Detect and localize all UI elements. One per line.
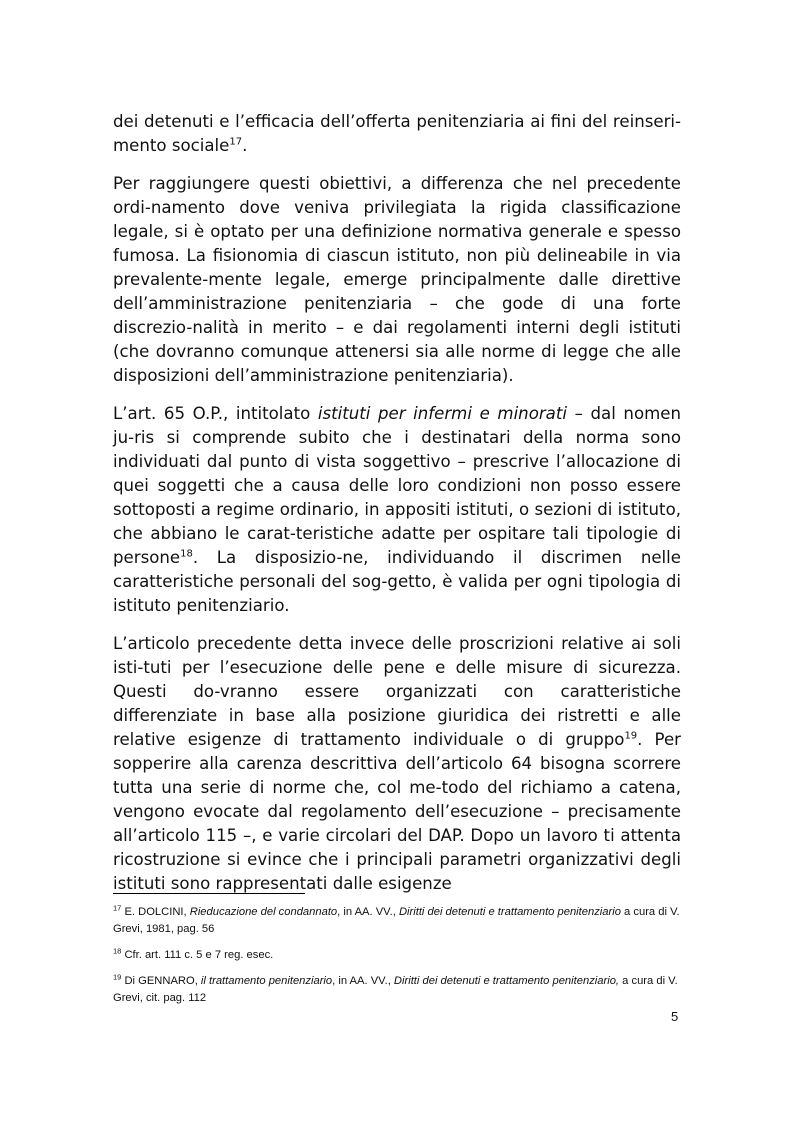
footnote-ref: 19 (113, 972, 122, 982)
paragraph-1 (113, 110, 681, 158)
text-run: Cfr. art. 111 c. 5 e 7 reg. esec. (121, 949, 274, 961)
footnote-19 (113, 973, 681, 1007)
footnote-ref: 18 (113, 946, 122, 956)
italic-text: Diritti dei detenuti e trattamento penitenziario (398, 906, 621, 918)
text-run: Di GENNARO, (121, 975, 201, 987)
footnotes (113, 893, 681, 1016)
italic-text: Rieducazione del condannato (189, 906, 338, 918)
footnote-ref: 17 (229, 136, 243, 148)
page-number: 5 (671, 1009, 679, 1024)
text-run: E. DOLCINI, (121, 906, 190, 918)
italic-text: Diritti dei detenuti e trattamento penitenziario, (393, 975, 620, 987)
text-run: , in AA. VV., (332, 975, 394, 987)
footnote-ref: 18 (180, 548, 193, 560)
footnote-17 (113, 904, 681, 938)
italic-text: istituti per infermi e minorati (317, 404, 567, 423)
paragraph-2 (113, 172, 681, 388)
text-run: dei detenuti e l’efficacia dell’offerta penitenziaria ai fini del reinseri-mento sociale (113, 112, 681, 155)
text-run: – dal nomen ju-ris si comprende subito che i destinatari della norma sono individuati dal punto di vista soggettivo – prescrive l’allocazione di quei soggetti che a causa delle loro condizioni non posso essere sottoposti a regime ordinario, in appositi istituti, o sezioni di istituto, che abbiano le carat-teristiche adatte per ospitare tali tipologie di persone (113, 404, 681, 567)
footnote-18 (113, 947, 681, 964)
text-run: . La disposizio-ne, individuando il discrimen nelle caratteristiche personali del sog-getto, è valida per ogni tipologia di istituto penitenziario. (113, 548, 681, 615)
footnote-separator (113, 893, 305, 894)
italic-text: il trattamento penitenziario (200, 975, 333, 987)
text-run: L’art. 65 O.P., intitolato (113, 404, 318, 423)
text-run: a cura di V. Grevi, 1981, pag. 56 (113, 906, 680, 935)
text-run: . Per sopperire alla carenza descrittiva dell’articolo 64 bisogna scorrere tutta una serie di norme che, col me-todo del richiamo a catena, vengono evocate dal regolamento dell’esecuzione – precisamente all’articolo 115 –, e varie circolari del DAP. Dopo un lavoro ti attenta ricostruzione si evince che i principali parametri organizzativi degli istituti sono rappresentati dalle esigenze (113, 730, 681, 893)
paragraph-4 (113, 632, 681, 896)
paragraph-3 (113, 402, 681, 618)
text-run: Per raggiungere questi obiettivi, a differenza che nel precedente ordi-namento dove veniva privilegiata la rigida classificazione legale, si è optato per una definizione normativa generale e spesso fumosa. La fisionomia di ciascun istituto, non più delineabile in via prevalente-mente legale, emerge principalmente dalle direttive dell’amministrazione penitenziaria – che gode di una forte discrezio-nalità in merito – e dai regolamenti interni degli istituti (che dovranno comunque attenersi sia alle norme di legge che alle disposizioni dell’amministrazione penitenziaria). (113, 174, 681, 385)
text-run: L’articolo precedente detta invece delle proscrizioni relative ai soli isti-tuti per l’esecuzione delle pene e delle misure di sicurezza. Questi do-vranno essere organizzati con caratteristiche differenziate in base alla posizione giuridica dei ristretti e alle relative esigenze di trattamento individuale o di gruppo (113, 634, 681, 749)
text-run: . (242, 136, 248, 155)
footnote-ref: 17 (113, 903, 122, 913)
text-run: a cura di V. Grevi, cit. pag. 112 (113, 975, 678, 1004)
text-run: , in AA. VV., (337, 906, 399, 918)
footnote-ref: 19 (624, 730, 638, 742)
